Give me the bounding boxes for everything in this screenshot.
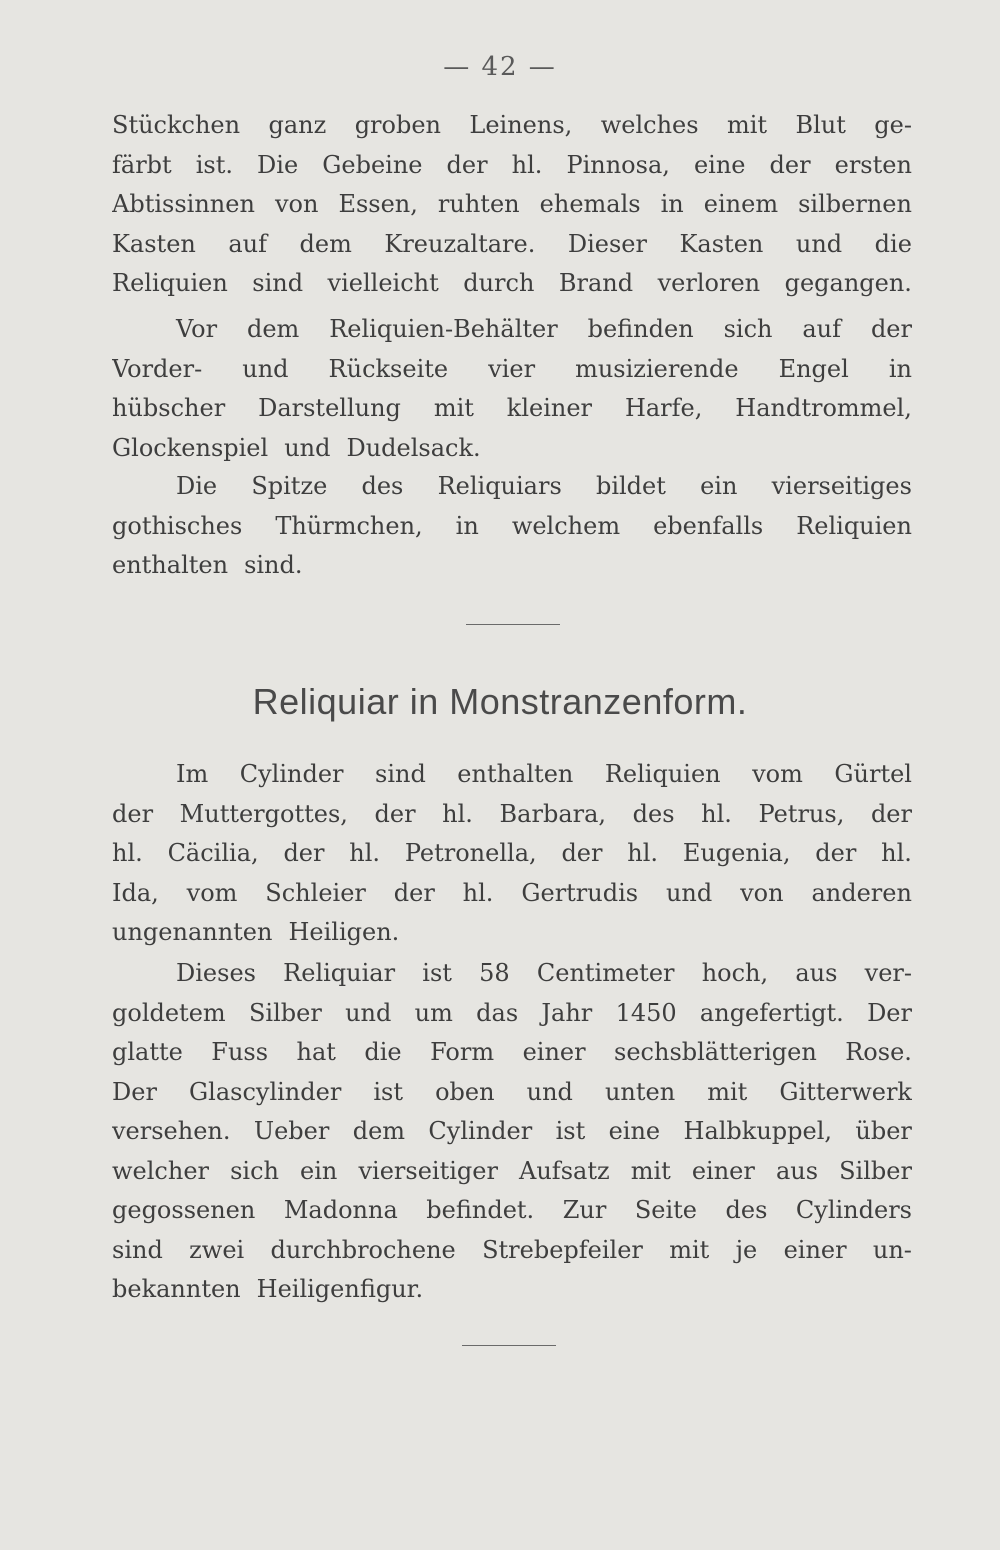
text-line: sind zwei durchbrochene Strebepfeiler mit je einer un- — [112, 1235, 912, 1264]
paragraph-5 — [112, 954, 912, 1310]
text-line: gothisches Thürmchen, in welchem ebenfalls Reliquien — [112, 511, 912, 540]
text-line: welcher sich ein vierseitiger Aufsatz mit einer aus Silber — [112, 1156, 912, 1185]
section-divider — [466, 624, 560, 625]
text-line: Abtissinnen von Essen, ruhten ehemals in einem silbernen — [112, 190, 912, 218]
text-line: Kasten auf dem Kreuzaltare. Dieser Kasten und die — [112, 229, 912, 258]
text-line: Stückchen ganz groben Leinens, welches mit Blut ge- — [112, 111, 912, 139]
text-line: hübscher Darstellung mit kleiner Harfe, Handtrommel, — [112, 394, 912, 422]
text-line: glatte Fuss hat die Form einer sechsblätterigen Rose. — [112, 1038, 912, 1066]
text-line: der Muttergottes, der hl. Barbara, des hl. Petrus, der — [112, 799, 912, 828]
text-line: versehen. Ueber dem Cylinder ist eine Halbkuppel, über — [112, 1117, 912, 1145]
page-number: — 42 — — [443, 52, 557, 82]
text-line: Die Spitze des Reliquiars bildet ein vierseitiges — [176, 472, 912, 500]
text-line: Vorder- und Rückseite vier musizierende Engel in — [112, 354, 912, 383]
text-line: Dieses Reliquiar ist 58 Centimeter hoch, aus ver- — [176, 959, 912, 987]
text-line: Vor dem Reliquien-Behälter befinden sich auf der — [176, 315, 912, 343]
section-heading: Reliquiar in Monstranzenform. — [252, 681, 748, 722]
text-line: enthalten sind. — [112, 551, 303, 579]
text-line: färbt ist. Die Gebeine der hl. Pinnosa, eine der ersten — [112, 150, 912, 179]
text-line: ungenannten Heiligen. — [112, 918, 400, 946]
paragraph-4 — [112, 755, 912, 953]
paragraph-2 — [112, 310, 912, 468]
text-line: Der Glascylinder ist oben und unten mit Gitterwerk — [112, 1077, 912, 1106]
text-line: bekannten Heiligenfigur. — [112, 1275, 424, 1303]
text-line: Glockenspiel und Dudelsack. — [112, 433, 481, 462]
text-line: hl. Cäcilia, der hl. Petronella, der hl. Eugenia, der hl. — [112, 839, 912, 867]
text-line: Ida, vom Schleier der hl. Gertrudis und von anderen — [112, 878, 912, 907]
paragraph-1 — [112, 106, 912, 304]
text-line: gegossenen Madonna befindet. Zur Seite des Cylinders — [112, 1196, 912, 1224]
section-divider — [462, 1345, 556, 1346]
text-line: Im Cylinder sind enthalten Reliquien vom Gürtel — [176, 760, 912, 788]
paragraph-3 — [112, 467, 912, 586]
text-line: goldetem Silber und um das Jahr 1450 angefertigt. Der — [112, 998, 912, 1027]
text-line: Reliquien sind vielleicht durch Brand verloren gegangen. — [112, 269, 912, 297]
